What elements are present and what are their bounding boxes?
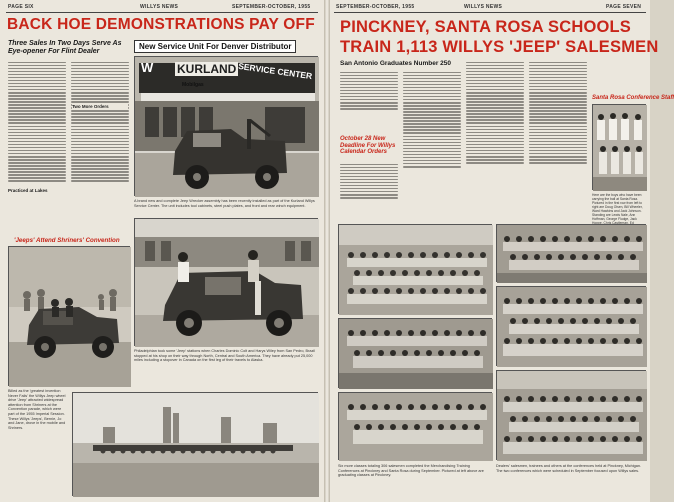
- left-folio-page: PAGE SIX: [8, 4, 34, 10]
- left-folio-title: WILLYS NEWS: [140, 4, 179, 10]
- right-folio-title: WILLYS NEWS: [464, 4, 503, 10]
- parade-photo: [72, 392, 318, 496]
- sign-kurland: KURLAND: [177, 62, 237, 76]
- left-body-col2: [71, 60, 129, 232]
- right-folio-page: PAGE SEVEN: [606, 4, 642, 10]
- shriners-jeep-photo: [8, 246, 130, 386]
- santa-rosa-staff-photo: [592, 104, 646, 190]
- classes-caption-right-text: Dealers' salesmen, trainees and others at the conferences held at Pinckney, Michigan. The two conferences which were scheduled in September focused upon Willys sales.: [496, 464, 642, 473]
- subhead-two-more-orders: Two More Orders: [72, 104, 128, 109]
- shriners-caption: [8, 389, 68, 497]
- class-photo-5: [338, 392, 492, 460]
- staff-caption-text: Here are the boys who have been carrying the ball at Santa Rosa. Pictured in the first row from left to right are Doug Olsen, Bill Wheeler, Ward Hawkins and Jack Johnson. Standing are Lewis Nale, Ann Hoffman, George Fludge, Jack Hoppe, Chris Castleman, Ed: [592, 193, 643, 225]
- left-page: [0, 0, 324, 502]
- shriners-label: 'Jeeps' Attend Shriners' Convention: [14, 237, 120, 244]
- class-photo-5-image: [339, 393, 493, 461]
- right-body-col1-bottom: [340, 162, 398, 222]
- right-headline-line1: PINCKNEY, SANTA ROSA SCHOOLS: [340, 18, 632, 36]
- class-photo-4: [338, 318, 492, 388]
- left-headline: BACK HOE DEMONSTRATIONS PAY OFF: [7, 16, 315, 33]
- class-photo-2: [496, 224, 646, 282]
- philadelphia-caption: [134, 349, 318, 371]
- class-photo-6-image: [497, 371, 647, 461]
- class-photo-3: [496, 286, 646, 366]
- class-photo-6: [496, 370, 646, 460]
- class-photo-2-image: [497, 225, 647, 283]
- right-body-col1-top: [340, 70, 398, 132]
- right-top-rule: [334, 12, 646, 13]
- right-headline-line2: TRAIN 1,113 WILLYS 'JEEP' SALESMEN: [340, 38, 659, 56]
- philadelphia-caption-text: Philadelphian took some 'Jeep' stations when Charles Dominic Colt and Harys Wiley from San Pedro, Brazil stopped at his shop on their way through North, Central and South America. They have already put 25,000 miles including a stopover in Canada on the first leg of their travels to Alaska.: [134, 349, 316, 363]
- right-body-col2: [403, 70, 461, 222]
- left-body-col1: [8, 60, 66, 232]
- staff-caption: [592, 193, 646, 223]
- classes-caption-right: [496, 464, 646, 498]
- class-photo-3-image: [497, 287, 647, 367]
- parade-image: [73, 393, 319, 497]
- sign-w: W: [141, 60, 154, 75]
- service-caption: [134, 199, 318, 215]
- left-top-rule: [6, 12, 318, 13]
- class-photo-4-image: [339, 319, 493, 389]
- sign-mobilgas: Mobilgas: [182, 82, 204, 88]
- denver-boxed-head: New Service Unit For Denver Distributor: [134, 40, 296, 53]
- sign-service-center: SERVICE CENTER: [237, 60, 313, 82]
- classes-caption-text: Six more classes totaling 306 salesmen completed the Merchandising Training Conferences at Pinckney and Santa Rosa during September. Pictured at left above are graduating classes at Pinckney.: [338, 464, 484, 478]
- class-photo-1-image: [339, 225, 493, 315]
- santa-rosa-label: Santa Rosa Conference Staff: [592, 95, 674, 101]
- shriners-caption-text: Billed as the 'greatest invention Never Fails' the Willys Jeep wheel drive 'Jeep' attracted widespread attention from Shriners at the Convention parade, which were part of the 1955 Imperial Session. These Willys 'Jeeps', Bernie, Jo and Jane, drove in the mobile and Shriners.: [8, 389, 66, 430]
- subhead-october: October 28 New Deadline For Willys Calendar Orders: [340, 136, 396, 156]
- classes-caption: [338, 464, 492, 498]
- shriners-jeep-image: [9, 247, 131, 387]
- right-page: [330, 0, 674, 502]
- class-photo-1: [338, 224, 492, 314]
- santa-rosa-staff-image: [593, 105, 647, 191]
- subhead-san-antonio: San Antonio Graduates Number 250: [340, 60, 452, 67]
- left-folio-date: SEPTEMBER-OCTOBER, 1955: [232, 4, 311, 10]
- right-body-col3: [466, 60, 524, 222]
- subhead-practiced: Practiced at Lakes: [8, 188, 48, 193]
- left-subhead: Three Sales In Two Days Serve As Eye-opener For Flint Dealer: [8, 40, 122, 56]
- philadelphia-photo: [134, 218, 318, 346]
- philadelphia-image: [135, 219, 319, 347]
- service-caption-text: A brand new and complete Jeep Wrecker assembly has been recently installed as part of the Kurland Willys Service Center. The unit includes tool cabinets, steel push plates, and front and rear winch equipment.: [134, 199, 315, 208]
- right-folio-date: SEPTEMBER-OCTOBER, 1955: [336, 4, 415, 10]
- right-body-col4: [529, 60, 587, 222]
